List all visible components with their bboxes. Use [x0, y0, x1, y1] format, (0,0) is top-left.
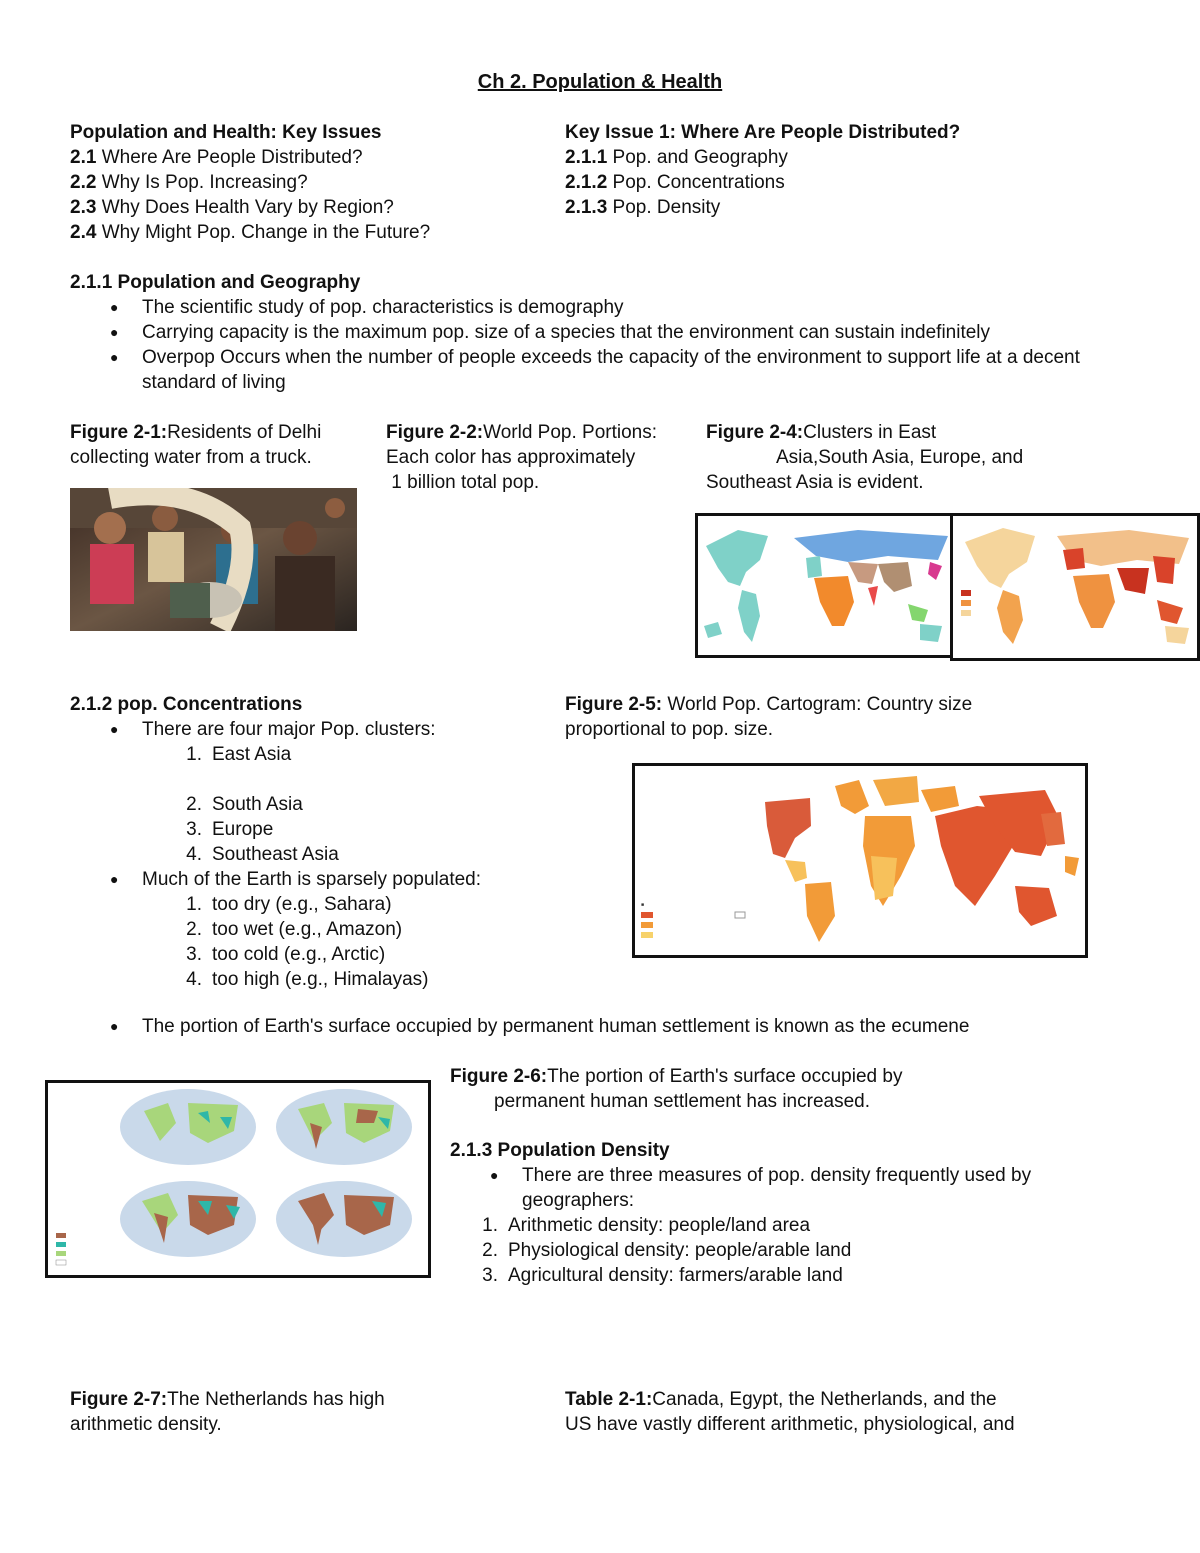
- bullet-item: ● The scientific study of pop. characteristics is demography: [70, 295, 1140, 320]
- delhi-water-photo: [70, 488, 357, 631]
- world-pop-portions-map: [695, 513, 957, 658]
- figure-2-6-caption: Figure 2-6:The portion of Earth's surface occupied by permanent human settlement has increased.: [450, 1066, 903, 1112]
- list-item: 4. too high (e.g., Himalayas): [186, 969, 429, 990]
- page-title: Ch 2. Population & Health: [477, 71, 723, 93]
- key-issue-1-item: 2.1.1 Pop. and Geography: [565, 147, 788, 168]
- figure-2-1-caption: Figure 2-1:Residents of Delhi collecting water from a truck.: [70, 422, 322, 468]
- key-issue-1-item: 2.1.3 Pop. Density: [565, 197, 721, 218]
- bullet-item: ● Overpop Occurs when the number of people exceeds the capacity of the environment to support life at a decent standard of living: [70, 345, 1140, 395]
- figure-2-5-caption: Figure 2-5: World Pop. Cartogram: Country size proportional to pop. size.: [565, 694, 973, 740]
- section-2-1-3: [450, 1138, 1140, 1288]
- section-heading: 2.1.3 Population Density: [450, 1140, 670, 1161]
- list-item: 4. Southeast Asia: [186, 844, 339, 865]
- list-item: 2. too wet (e.g., Amazon): [186, 919, 403, 940]
- list-item: 1. Arithmetic density: people/land area: [482, 1215, 811, 1236]
- figure-2-2-caption: Figure 2-2:World Pop. Portions: Each color has approximately 1 billion total pop.: [386, 422, 658, 493]
- key-issues-block: [70, 120, 540, 245]
- key-issue-item: 2.4 Why Might Pop. Change in the Future?: [70, 222, 431, 243]
- key-issues-heading: Population and Health: Key Issues: [70, 122, 382, 143]
- figure-2-4-caption: Figure 2-4:Clusters in East Asia,South Asia, Europe, and Southeast Asia is evident.: [706, 422, 1024, 493]
- list-item: 2. Physiological density: people/arable land: [482, 1240, 852, 1261]
- figure-2-7-caption: Figure 2-7:The Netherlands has high arithmetic density.: [70, 1389, 385, 1435]
- sparse-list: [70, 892, 550, 992]
- svg-text:■: ■: [641, 902, 645, 908]
- section-2-1-1: [70, 270, 1140, 395]
- cluster-list: [70, 742, 550, 867]
- list-item: 1. too dry (e.g., Sahara): [186, 894, 392, 915]
- bullet-item: ● The portion of Earth's surface occupied by permanent human settlement is known as the ecumene: [70, 1014, 1170, 1039]
- section-2-1-2: [70, 692, 550, 992]
- section-heading: 2.1.2 pop. Concentrations: [70, 694, 303, 715]
- bullet-item: ● Much of the Earth is sparsely populated:: [70, 867, 550, 892]
- list-item: 3. Europe: [186, 819, 274, 840]
- density-measures-list: [450, 1213, 1140, 1288]
- table-2-1-caption: Table 2-1:Canada, Egypt, the Netherlands, and the US have vastly different arithmetic, physiological, and: [565, 1389, 1015, 1435]
- list-item: 3. Agricultural density: farmers/arable land: [482, 1265, 843, 1286]
- ecumene-bullet: [70, 1014, 1170, 1039]
- list-item: 2. South Asia: [186, 794, 303, 815]
- ecumene-maps: [45, 1080, 431, 1278]
- key-issue-item: 2.2 Why Is Pop. Increasing?: [70, 172, 308, 193]
- key-issue-1-heading: Key Issue 1: Where Are People Distributed?: [565, 122, 961, 143]
- population-density-map: [950, 513, 1200, 661]
- key-issue-1-item: 2.1.2 Pop. Concentrations: [565, 172, 785, 193]
- list-item: 3. too cold (e.g., Arctic): [186, 944, 386, 965]
- key-issue-item: 2.1 Where Are People Distributed?: [70, 147, 363, 168]
- key-issue-item: 2.3 Why Does Health Vary by Region?: [70, 197, 394, 218]
- key-issue-1-block: [565, 120, 1165, 220]
- bullet-item: ● Carrying capacity is the maximum pop. size of a species that the environment can sustain indefinitely: [70, 320, 1140, 345]
- bullet-item: ● There are three measures of pop. density frequently used by geographers:: [450, 1163, 1140, 1213]
- list-item: 1. East Asia: [186, 744, 292, 765]
- section-heading: 2.1.1 Population and Geography: [70, 272, 361, 293]
- world-pop-cartogram: [632, 763, 1088, 958]
- bullet-item: ● There are four major Pop. clusters:: [70, 717, 550, 742]
